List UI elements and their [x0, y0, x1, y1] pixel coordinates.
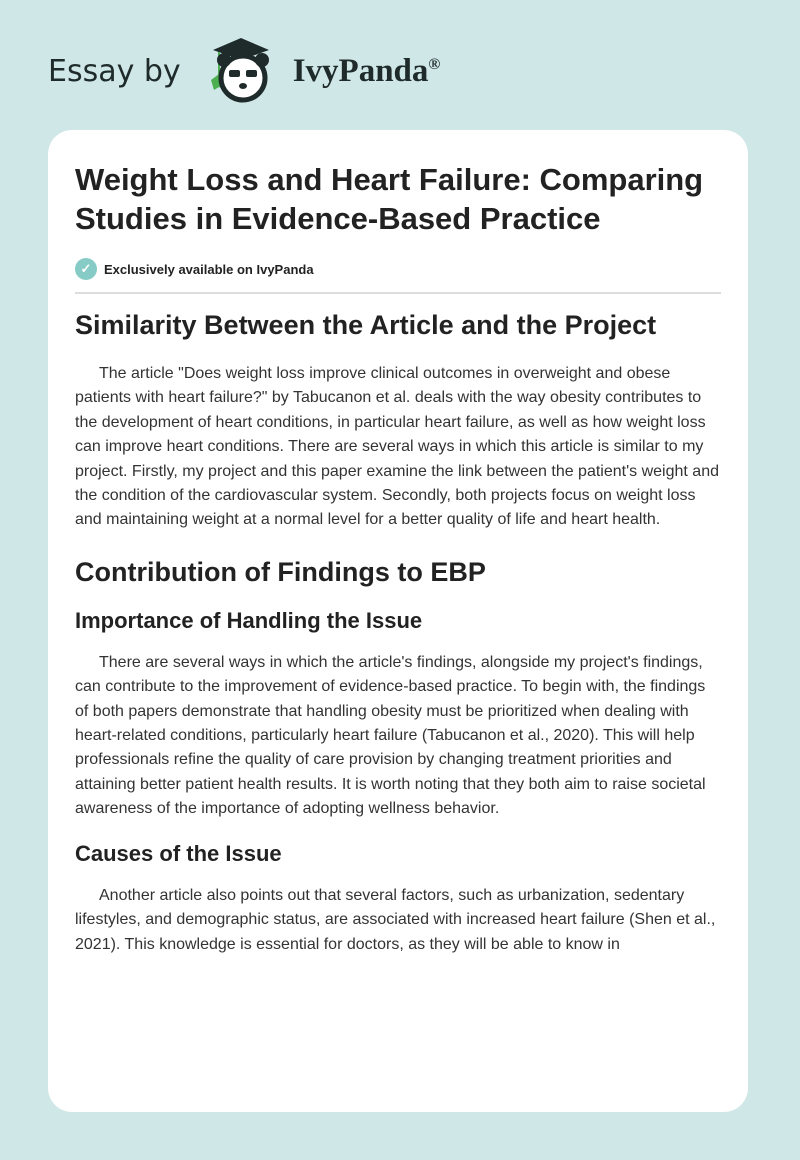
panda-logo-icon[interactable]: [199, 36, 283, 106]
exclusive-badge: [75, 258, 721, 280]
badge-label: Exclusively available on IvyPanda: [104, 261, 314, 277]
paragraph: There are several ways in which the article's findings, alongside my project's findings, can contribute to the improvement of evidence-based practice. To begin with, the findings of both papers demonstrate that handling obesity must be prioritized when dealing with heart-related conditions, particularly heart failure (Tabucanon et al., 2020). This will help professionals refine the quality of care provision by changing treatment priorities and attaining better patient health results. It is worth noting that they both aim to raise societal awareness of the importance of adopting wellness behavior.: [75, 653, 706, 818]
brand-name[interactable]: IvyPanda®: [292, 52, 441, 89]
essay-card: [48, 130, 748, 1112]
paragraph: The article "Does weight loss improve clinical outcomes in overweight and obese patients with heart failure?" by Tabucanon et al. deals with the way obesity contributes to the development of heart conditions, in particular heart failure, as well as how weight loss can improve heart conditions. There are several ways in which this article is similar to my project. Firstly, my project and this paper examine the link between the patient's weight and the condition of the cardiovascular system. Secondly, both projects focus on weight loss and maintaining weight at a normal level for a better quality of life and heart health.: [75, 365, 719, 529]
site-header: [48, 36, 440, 106]
divider: [75, 292, 721, 294]
check-circle-icon: ✓: [75, 258, 97, 280]
paragraph: Another article also points out that several factors, such as urbanization, sedentary lifestyles, and demographic status, are associated with increased heart failure (Shen et al., 2021). This knowledge is essential for doctors, as they will be able to know in: [75, 886, 716, 953]
essay-title: Weight Loss and Heart Failure: Comparing Studies in Evidence-Based Practice: [75, 162, 704, 236]
section-heading: Contribution of Findings to EBP: [75, 556, 486, 587]
section-heading: Similarity Between the Article and the Project: [75, 310, 657, 340]
essay-by-label: Essay by: [48, 53, 181, 89]
subsection-heading: Importance of Handling the Issue: [75, 607, 423, 633]
subsection-heading: Causes of the Issue: [75, 840, 282, 866]
